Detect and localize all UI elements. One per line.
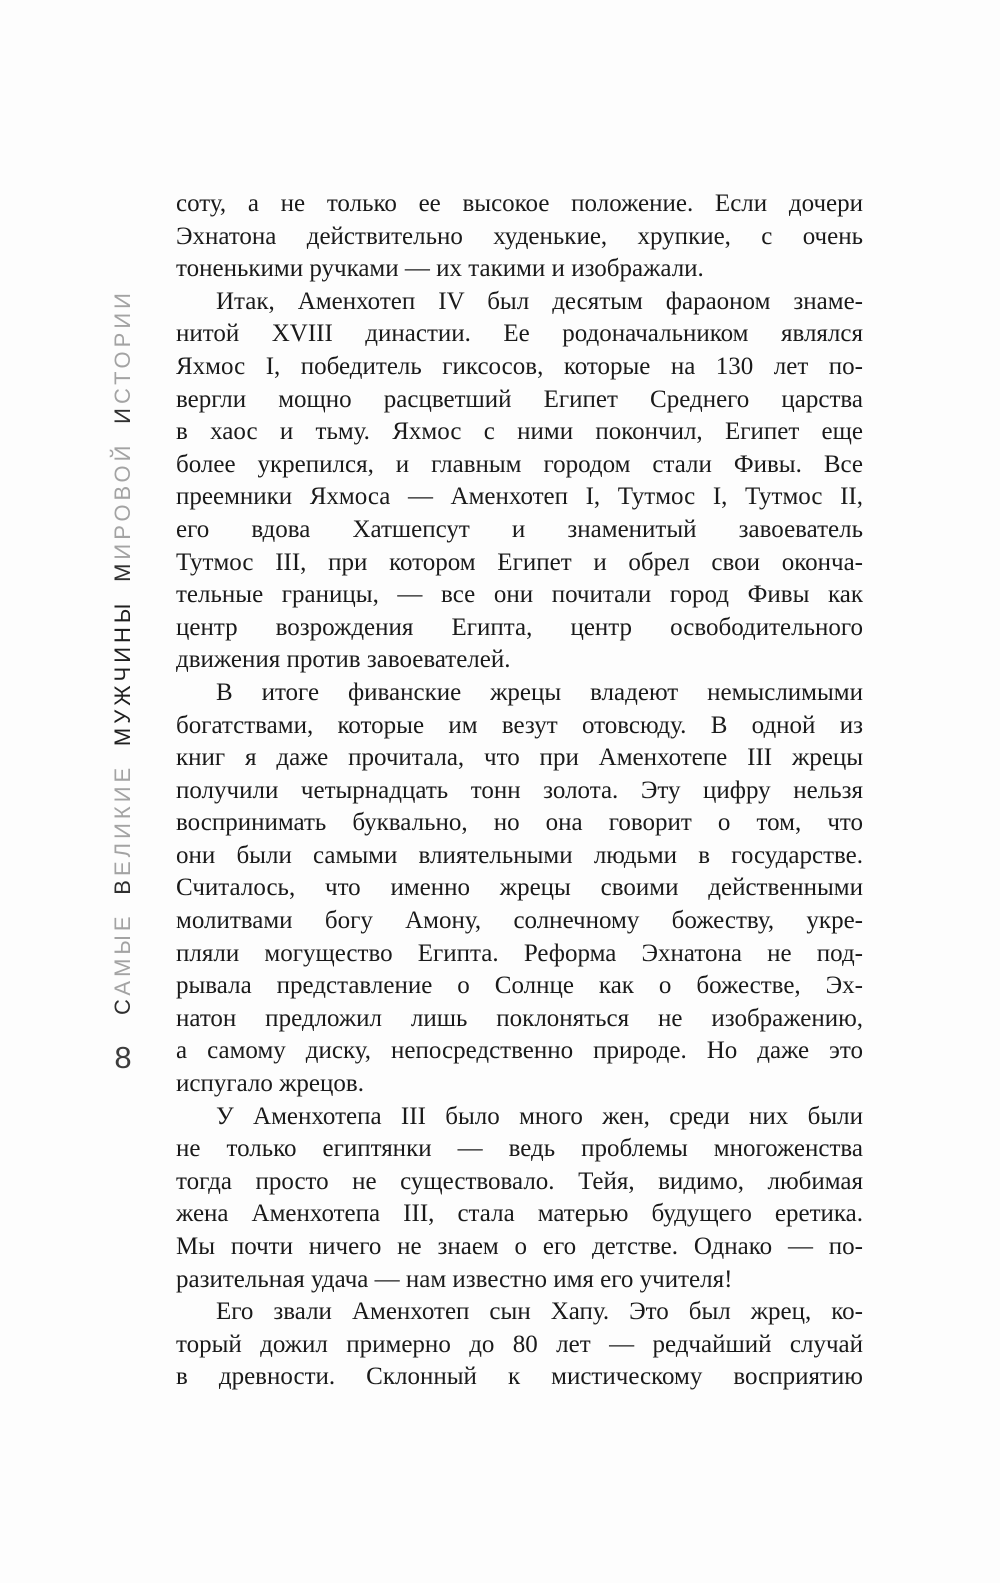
text-line: пляли могущество Египта. Реформа Эхнатона не под- [176,939,863,967]
text-line: а самому диску, непосредственно природе. Но даже это [176,1037,863,1065]
text-line: не только египтянки — ведь проблемы многоженства [176,1135,863,1163]
text-line: центр возрождения Египта, центр освободительного [176,613,863,641]
text-line: Тутмос III, при котором Египет и обрел свои оконча- [176,548,863,576]
text-line: натон предложил лишь поклоняться не изображению, [176,1004,863,1032]
text-line: вергли мощно расцветший Египет Среднего царства [176,385,863,413]
text-line: они были самыми влиятельными людьми в государстве. [176,841,863,869]
text-line: его вдова Хатшепсут и знаменитый завоеватель [176,515,863,543]
text-line: получили четырнадцать тонн золота. Эту цифру нельзя [176,776,863,804]
text-line: У Аменхотепа III было много жен, среди них были [216,1102,863,1130]
text-line: воспринимать буквально, но она говорит о том, что [176,809,863,837]
text-line: Считалось, что именно жрецы своими действенными [176,874,863,902]
series-title-word: МУЖЧИНЫ [110,599,135,747]
text-line: более укрепился, и главным городом стали Фивы. Все [176,450,863,478]
text-line: преемники Яхмоса — Аменхотеп I, Тутмос I, Тутмос II, [176,483,863,511]
series-vertical-title [101,289,145,1015]
text-line: жена Аменхотепа III, стала матерью будущего еретика. [176,1200,863,1228]
series-title-word: ИСТОРИИ [110,289,135,424]
text-line: молитвами богу Амону, солнечному божеству, укре- [176,907,863,935]
text-line: испугало жрецов. [176,1070,364,1098]
text-line: движения против завоевателей. [176,646,511,674]
text-line: рывала представление о Солнце как о божестве, Эх- [176,972,863,1000]
text-line: Его звали Аменхотеп сын Хапу. Это был жрец, ко- [216,1298,863,1326]
text-line: Эхнатона действительно худенькие, хрупкие, с очень [176,222,863,250]
text-line: в хаос и тьму. Яхмос с ними покончил, Египет еще [176,418,863,446]
text-line: тельные границы, — все они почитали город Фивы как [176,581,863,609]
text-line: богатствами, которые им везут отовсюду. В одной из [176,711,863,739]
text-line: в древности. Склонный к мистическому восприятию [176,1363,863,1391]
text-line: тоненькими ручками — их такими и изображали. [176,255,704,283]
text-line: Мы почти ничего не знаем о его детстве. Однако — по- [176,1233,863,1260]
text-line: В итоге фиванские жрецы владеют немыслимыми [216,678,863,706]
text-line: нитой XVIII династии. Ее родоначальником являлся [176,320,863,348]
series-title-word: ВЕЛИКИЕ [110,763,135,895]
text-line: разительная удача — нам известно имя его учителя! [176,1265,733,1293]
text-line: торый дожил примерно до 80 лет — редчайший случай [176,1330,863,1358]
series-title-word: МИРОВОЙ [110,441,135,582]
page-number: 8 [114,1040,132,1075]
body-text-block [176,188,863,1394]
text-line: соту, а не только ее высокое положение. Если дочери [176,190,863,217]
text-line: тогда просто не существовало. Тейя, видимо, любимая [176,1167,863,1195]
series-title-word: САМЫЕ [110,912,135,1015]
text-line: Яхмос I, победитель гиксосов, которые на 130 лет по- [176,352,863,380]
text-line: Итак, Аменхотеп IV был десятым фараоном знаме- [216,287,863,315]
text-line: книг я даже прочитала, что при Аменхотепе III жрецы [176,744,863,772]
